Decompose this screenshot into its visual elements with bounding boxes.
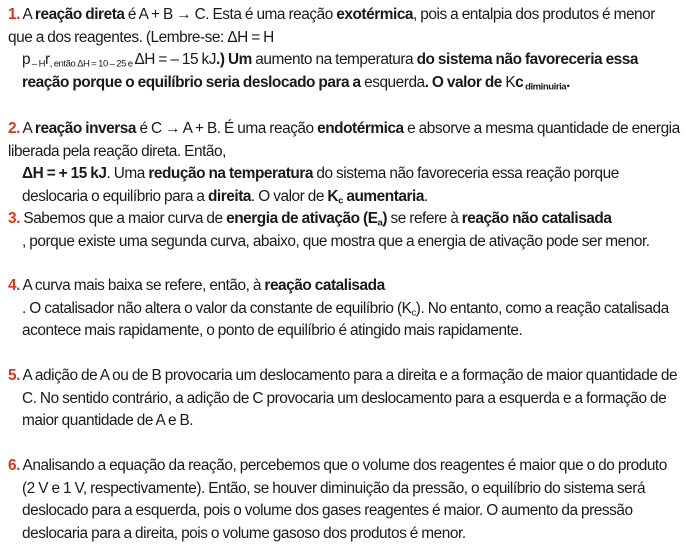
bold-term: . xyxy=(566,73,570,91)
text: esquerda xyxy=(364,73,425,91)
bold-term: reação catalisada xyxy=(264,277,385,294)
bold-term: ) xyxy=(382,210,388,227)
text: , pois a entalpia dos produtos é menor que a dos reagentes. (Lembre-se: ΔH = H xyxy=(8,6,655,46)
item-number: 4. xyxy=(8,277,20,294)
text: A xyxy=(22,120,35,137)
bold-term: do sistema não favoreceria essa reação porque o equilíbrio seria deslocado para a xyxy=(22,51,639,91)
bold-term: reação inversa xyxy=(34,120,137,137)
text: , porque existe uma segunda curva, abaixo, que mostra que a energia de ativação pode ser menor. xyxy=(22,232,650,250)
subscript: diminuiria xyxy=(523,81,567,93)
subscript: c xyxy=(338,195,343,207)
subscript: a xyxy=(377,217,383,229)
subscript: c xyxy=(411,307,416,319)
item-number: 5. xyxy=(8,367,20,384)
text: se refere à xyxy=(387,210,462,227)
item-number: 3. xyxy=(8,210,20,227)
bold-term: direita xyxy=(207,187,252,205)
bold-term: ΔH = + 15 kJ xyxy=(22,165,107,183)
item-number: 1. xyxy=(8,6,20,23)
text: é A + B → C. Esta é uma reação xyxy=(124,6,337,23)
line xyxy=(8,208,680,231)
item-continuation xyxy=(8,49,680,94)
bold-term: exotérmica xyxy=(336,6,414,23)
bold-term: reação não catalisada xyxy=(461,210,612,227)
item-continuation xyxy=(8,298,680,343)
answer-item-2 xyxy=(8,118,680,208)
line xyxy=(8,118,680,163)
answer-item-6 xyxy=(8,455,680,545)
bold-term: endotérmica xyxy=(317,120,404,137)
line xyxy=(8,4,680,49)
item-continuation xyxy=(8,163,680,208)
bold-term: .) Um xyxy=(216,51,256,69)
answer-item-1 xyxy=(8,4,680,94)
line xyxy=(8,455,680,545)
answer-item-5 xyxy=(8,365,680,433)
text: aumento na temperatura xyxy=(255,51,414,69)
text: . xyxy=(423,187,428,205)
bold-term: c xyxy=(515,73,524,91)
text: A curva mais baixa se refere, então, à xyxy=(22,277,265,294)
bold-term: energia de ativação (E xyxy=(226,210,378,227)
text: A xyxy=(22,6,35,23)
text: é C → A + B. É uma reação xyxy=(136,120,318,137)
text: . Uma xyxy=(106,165,149,183)
bold-term: reação direta xyxy=(34,6,125,23)
text: . O valor de xyxy=(251,187,328,205)
text: do sistema não favoreceria essa reação porque deslocaria o equilíbrio para a xyxy=(22,165,619,205)
item-number: 6. xyxy=(8,457,20,474)
text: . O catalisador não altera o valor da constante de equilíbrio (K xyxy=(22,299,412,317)
subscript: – H xyxy=(30,58,46,70)
answer-item-3 xyxy=(8,208,680,253)
text: e absorve a mesma quantidade de energia liberada pela reação direta. Então, xyxy=(8,120,680,160)
text: A adição de A ou de B provocaria um deslocamento para a direita e a formação de maior quantidade de C. No sentido contrário, a adição de C provocaria um deslocamento para a esquerda e a formação de maior quantidade de A e B. xyxy=(22,367,678,430)
line xyxy=(8,275,680,298)
text: Analisando a equação da reação, percebemos que o volume dos reagentes é maior que o do produto (2 V e 1 V, respectivamente). Então, se houver diminuição da pressão, o equilíbrio do sistema será deslocado para a esquerda, pois o volume dos gases reagentes é maior. O aumento da pressão deslocaria para a direita, pois o volume gasoso dos produtos é menor. xyxy=(22,457,667,542)
bold-term: redução na temperatura xyxy=(148,165,313,183)
bold-term: aumentaria xyxy=(342,187,424,205)
item-number: 2. xyxy=(8,120,20,137)
text: ΔH = – 15 kJ xyxy=(134,51,217,69)
item-continuation xyxy=(8,231,680,254)
subscript: , então ΔH = 10 – 25 e xyxy=(49,58,135,70)
text: Sabemos que a maior curva de xyxy=(23,210,227,227)
bold-term: . O valor de xyxy=(424,73,506,91)
text: ). No entanto, como a reação catalisada acontece mais rapidamente, o ponto de equilíbrio é atingido mais rapidamente. xyxy=(22,299,669,340)
answer-item-4 xyxy=(8,275,680,343)
text: r xyxy=(45,51,50,69)
bold-term: K xyxy=(327,187,339,205)
text: K xyxy=(505,73,516,91)
line xyxy=(8,365,680,433)
text: p xyxy=(22,51,31,69)
